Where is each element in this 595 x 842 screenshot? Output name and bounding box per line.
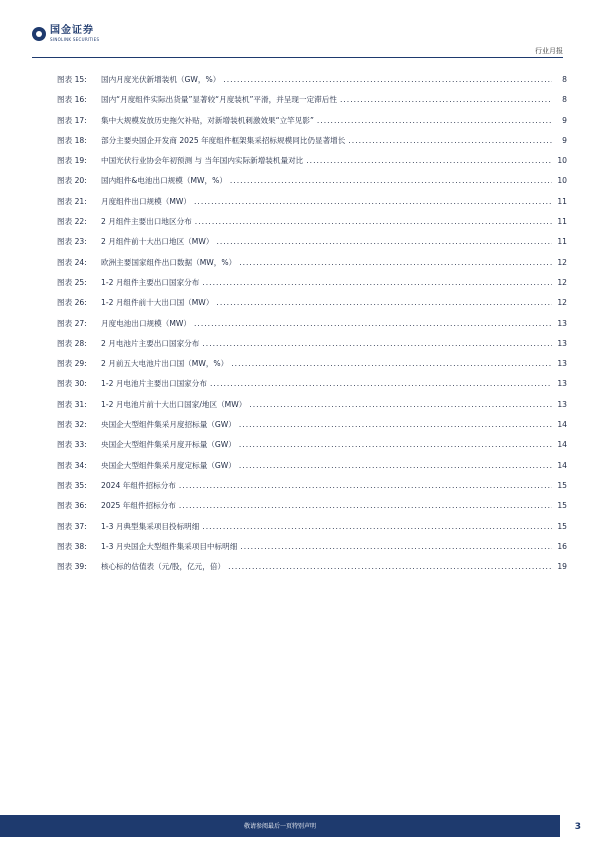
toc-entry-label: 图表 36: <box>57 501 87 511</box>
toc-entry-page: 12 <box>557 277 567 287</box>
toc-leader-dots <box>179 481 552 490</box>
toc-entry-title: 2025 年组件招标分布 <box>101 501 176 511</box>
toc-entry-title: 2 月组件前十大出口地区（MW） <box>101 237 214 247</box>
toc-entry-page: 16 <box>557 541 567 551</box>
toc-entry-title: 中国光伏行业协会年初预测 与 当年国内实际新增装机量对比 <box>101 156 304 166</box>
toc-entry[interactable] <box>57 480 567 500</box>
toc-entry-label: 图表 19: <box>57 156 87 166</box>
toc-leader-dots <box>194 197 552 206</box>
toc-entry[interactable] <box>57 297 567 317</box>
toc-entry[interactable] <box>57 561 567 581</box>
toc-entry[interactable] <box>57 236 567 256</box>
toc-entry-page: 10 <box>557 176 567 186</box>
toc-entry-label: 图表 15: <box>57 75 87 84</box>
company-logo <box>32 26 99 42</box>
toc-entry-title: 2 月前五大电池片出口国（MW，%） <box>101 359 229 369</box>
toc-leader-dots <box>239 420 552 429</box>
toc-entry-label: 图表 35: <box>57 480 87 490</box>
toc-entry-label: 图表 33: <box>57 440 87 450</box>
toc-leader-dots <box>195 217 552 226</box>
logo-icon <box>32 27 46 41</box>
toc-entry-label: 图表 16: <box>57 95 87 105</box>
toc-entry[interactable] <box>57 277 567 297</box>
toc-entry-title: 集中大规模发放历史拖欠补贴，对新增装机刺激效果“立竿见影” <box>101 115 314 125</box>
toc-leader-dots <box>239 440 552 449</box>
toc-entry-title: 部分主要央国企开发商 2025 年度组件框架集采招标规模同比仍显著增长 <box>101 135 346 145</box>
toc-leader-dots <box>340 95 552 104</box>
toc-leader-dots <box>223 75 552 84</box>
toc-entry-page: 13 <box>557 338 567 348</box>
toc-entry[interactable] <box>57 74 567 94</box>
toc-entry-label: 图表 18: <box>57 135 87 145</box>
toc-leader-dots <box>202 339 552 348</box>
toc-leader-dots <box>216 237 552 246</box>
toc-entry-title: 央国企大型组件集采月度定标量（GW） <box>101 460 236 470</box>
toc-entry-page: 19 <box>557 562 567 572</box>
toc-leader-dots <box>249 400 552 409</box>
toc-entry[interactable] <box>57 541 567 561</box>
toc-entry-page: 13 <box>557 318 567 328</box>
toc-entry[interactable] <box>57 135 567 155</box>
toc-entry[interactable] <box>57 94 567 114</box>
toc-entry-label: 图表 24: <box>57 257 87 267</box>
toc-leader-dots <box>216 298 552 307</box>
toc-leader-dots <box>179 501 552 510</box>
toc-entry-title: 国内组件&电池出口规模（MW，%） <box>101 176 227 186</box>
header-divider <box>32 57 563 58</box>
logo-name-en: SINOLINK SECURITIES <box>50 37 100 42</box>
toc-entry-title: 欧洲主要国家组件出口数据（MW，%） <box>101 257 237 267</box>
toc-entry-label: 图表 22: <box>57 217 87 227</box>
toc-leader-dots <box>210 379 552 388</box>
toc-entry-title: 国内“月度组件实际出货量”显著较“月度装机”平滑，并呈现一定滞后性 <box>101 95 337 105</box>
toc-entry-page: 15 <box>557 501 567 511</box>
toc-leader-dots <box>202 522 552 531</box>
toc-entry-title: 核心标的估值表（元/股，亿元，倍） <box>101 562 226 572</box>
toc-entry-page: 11 <box>557 217 567 227</box>
toc-entry[interactable] <box>57 175 567 195</box>
toc-entry-title: 央国企大型组件集采月度开标量（GW） <box>101 440 236 450</box>
toc-entry-page: 10 <box>557 156 567 166</box>
report-type: 行业月报 <box>535 47 563 55</box>
footer-bar <box>0 815 560 837</box>
toc-entry-label: 图表 39: <box>57 562 87 572</box>
toc-entry-label: 图表 27: <box>57 318 87 328</box>
toc-entry-page: 14 <box>557 440 567 450</box>
toc-entry-page: 8 <box>562 75 567 84</box>
toc-leader-dots <box>317 116 552 125</box>
toc-leader-dots <box>240 542 552 551</box>
toc-entry-label: 图表 17: <box>57 115 87 125</box>
toc-entry-page: 12 <box>557 257 567 267</box>
toc-leader-dots <box>231 359 552 368</box>
toc-entry[interactable] <box>57 378 567 398</box>
toc-entry[interactable] <box>57 419 567 439</box>
toc-entry-page: 15 <box>557 521 567 531</box>
toc-entry-label: 图表 32: <box>57 420 87 430</box>
toc-leader-dots <box>194 319 552 328</box>
toc-entry-title: 1-3 月典型集采项目投标明细 <box>101 521 200 531</box>
toc-entry-title: 1-2 月组件前十大出口国（MW） <box>101 298 214 308</box>
toc-entry-label: 图表 30: <box>57 379 87 389</box>
toc-entry[interactable] <box>57 358 567 378</box>
toc-entry-page: 12 <box>557 298 567 308</box>
toc-entry-title: 2024 年组件招标分布 <box>101 480 176 490</box>
toc-entry-title: 月度组件出口规模（MW） <box>101 196 191 206</box>
toc-entry-page: 9 <box>562 135 567 145</box>
toc-entry-page: 11 <box>557 196 567 206</box>
toc-entry-page: 14 <box>557 460 567 470</box>
footer-disclaimer: 敬请参阅最后一页特别声明 <box>243 823 316 830</box>
toc-entry-title: 1-2 月组件主要出口国家分布 <box>101 277 200 287</box>
toc-leader-dots <box>228 562 552 571</box>
toc-leader-dots <box>239 461 552 470</box>
toc-entry-title: 央国企大型组件集采月度招标量（GW） <box>101 420 236 430</box>
toc-entry-title: 1-2 月电池片前十大出口国家/地区（MW） <box>101 399 247 409</box>
toc-entry-label: 图表 31: <box>57 399 87 409</box>
toc-entry-label: 图表 21: <box>57 196 87 206</box>
toc-entry-page: 13 <box>557 379 567 389</box>
toc-entry-page: 9 <box>562 115 567 125</box>
page-number: 3 <box>574 822 581 832</box>
toc-entry[interactable] <box>57 318 567 338</box>
toc-entry-title: 国内月度光伏新增装机（GW，%） <box>101 75 221 84</box>
table-of-figures <box>57 74 567 581</box>
toc-entry[interactable] <box>57 155 567 175</box>
toc-entry-page: 8 <box>562 95 567 105</box>
toc-entry-page: 13 <box>557 359 567 369</box>
toc-entry-page: 11 <box>557 237 567 247</box>
toc-leader-dots <box>306 156 552 165</box>
toc-entry-page: 14 <box>557 420 567 430</box>
toc-entry[interactable] <box>57 460 567 480</box>
toc-entry-page: 13 <box>557 399 567 409</box>
toc-entry-label: 图表 37: <box>57 521 87 531</box>
toc-entry[interactable] <box>57 338 567 358</box>
toc-leader-dots <box>348 136 552 145</box>
toc-entry[interactable] <box>57 399 567 419</box>
logo-name-cn: 国金证券 <box>50 25 94 36</box>
toc-entry-label: 图表 38: <box>57 541 87 551</box>
toc-entry-label: 图表 34: <box>57 460 87 470</box>
toc-entry-label: 图表 23: <box>57 237 87 247</box>
toc-entry-page: 15 <box>557 480 567 490</box>
toc-entry[interactable] <box>57 196 567 216</box>
toc-entry-label: 图表 20: <box>57 176 87 186</box>
toc-entry-title: 1-3 月央国企大型组件集采项目中标明细 <box>101 541 238 551</box>
toc-entry-title: 2 月电池片主要出口国家分布 <box>101 338 200 348</box>
toc-entry[interactable] <box>57 216 567 236</box>
toc-entry[interactable] <box>57 500 567 520</box>
toc-leader-dots <box>202 278 552 287</box>
toc-entry[interactable] <box>57 115 567 135</box>
toc-entry-title: 月度电池出口规模（MW） <box>101 318 191 328</box>
toc-leader-dots <box>239 258 552 267</box>
toc-entry[interactable] <box>57 257 567 277</box>
toc-entry-label: 图表 25: <box>57 277 87 287</box>
toc-entry-title: 2 月组件主要出口地区分布 <box>101 217 192 227</box>
toc-entry-title: 1-2 月电池片主要出口国家分布 <box>101 379 207 389</box>
toc-entry[interactable] <box>57 439 567 459</box>
toc-entry-label: 图表 28: <box>57 338 87 348</box>
toc-entry-label: 图表 26: <box>57 298 87 308</box>
toc-entry[interactable] <box>57 521 567 541</box>
toc-entry-label: 图表 29: <box>57 359 87 369</box>
toc-leader-dots <box>230 176 552 185</box>
